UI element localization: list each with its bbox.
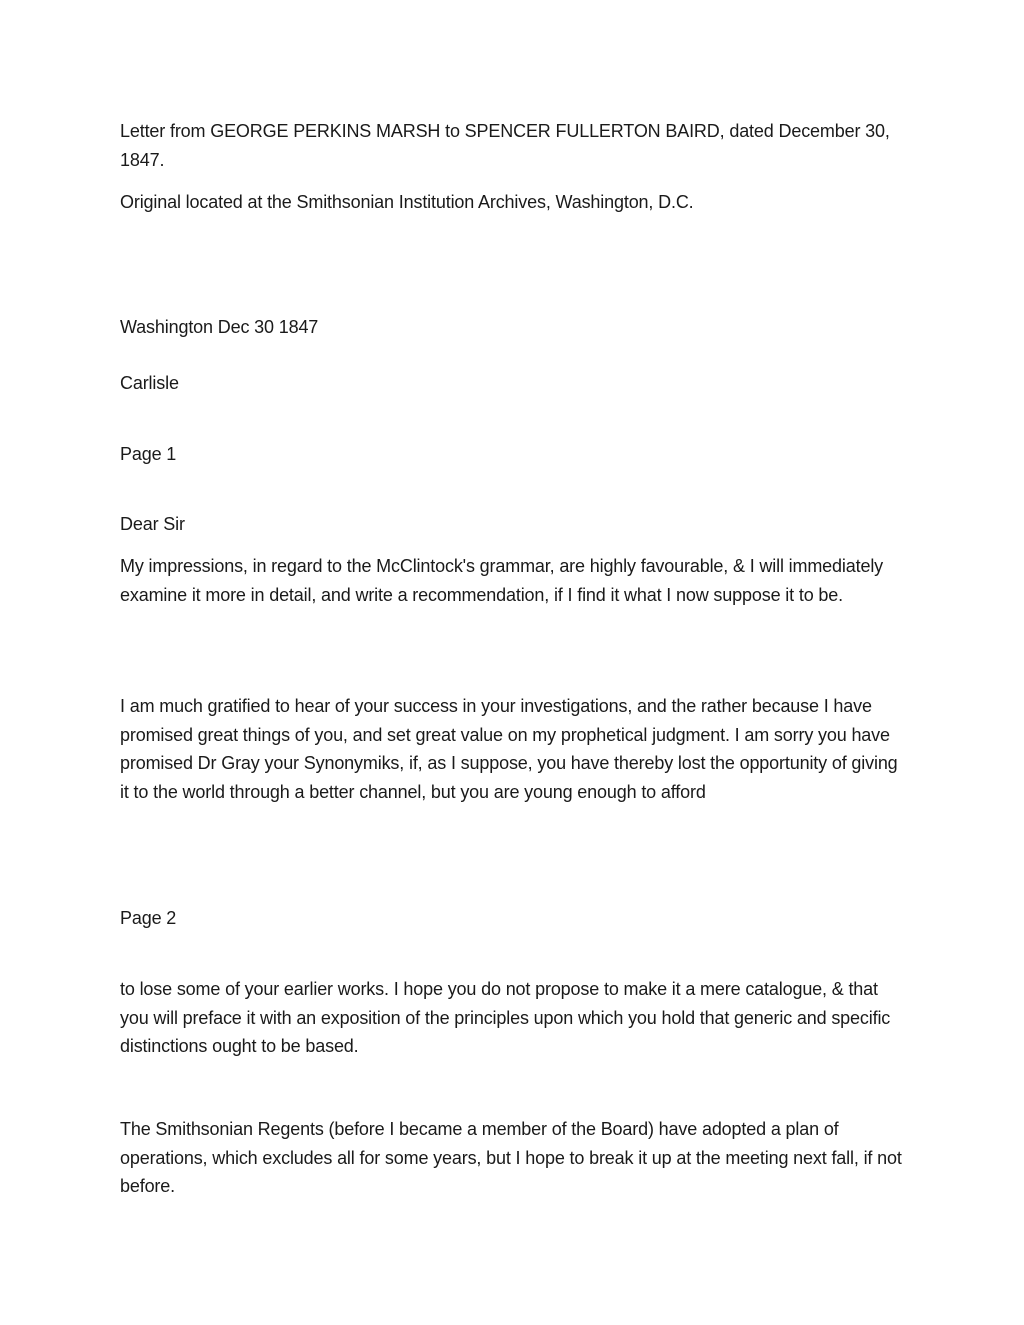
page-2-label: Page 2 — [120, 908, 177, 928]
letter-paragraph-2: I am much gratified to hear of your success in your investigations, and the rather because I have promised great things of you, and set great value on my prophetical judgment. I am sorry you have promised Dr Gray your Synonymiks, if, as I suppose, you have thereby lost the opportunity of giving it to the world through a better channel, but you are young enough to afford — [120, 696, 898, 802]
letter-header-line: Letter from GEORGE PERKINS MARSH to SPENCER FULLERTON BAIRD, dated December 30, 1847. — [120, 121, 890, 170]
letter-paragraph-3: to lose some of your earlier works. I hope you do not propose to make it a mere catalogue, & that you will preface it with an exposition of the principles upon which you hold that generic and specific distinctions ought to be based. — [120, 979, 891, 1056]
archive-location-line: Original located at the Smithsonian Institution Archives, Washington, D.C. — [120, 192, 694, 212]
letter-paragraph-1: My impressions, in regard to the McClintock's grammar, are highly favourable, & I will immediately examine it more in detail, and write a recommendation, if I find it what I now suppose it to be. — [120, 556, 884, 605]
letter-place: Carlisle — [120, 373, 179, 393]
letter-dateline: Washington Dec 30 1847 — [120, 317, 319, 337]
letter-salutation: Dear Sir — [120, 514, 185, 534]
page-1-label: Page 1 — [120, 444, 177, 464]
letter-paragraph-4: The Smithsonian Regents (before I became a member of the Board) have adopted a plan of operations, which excludes all for some years, but I hope to break it up at the meeting next fall, if not before. — [120, 1119, 902, 1196]
